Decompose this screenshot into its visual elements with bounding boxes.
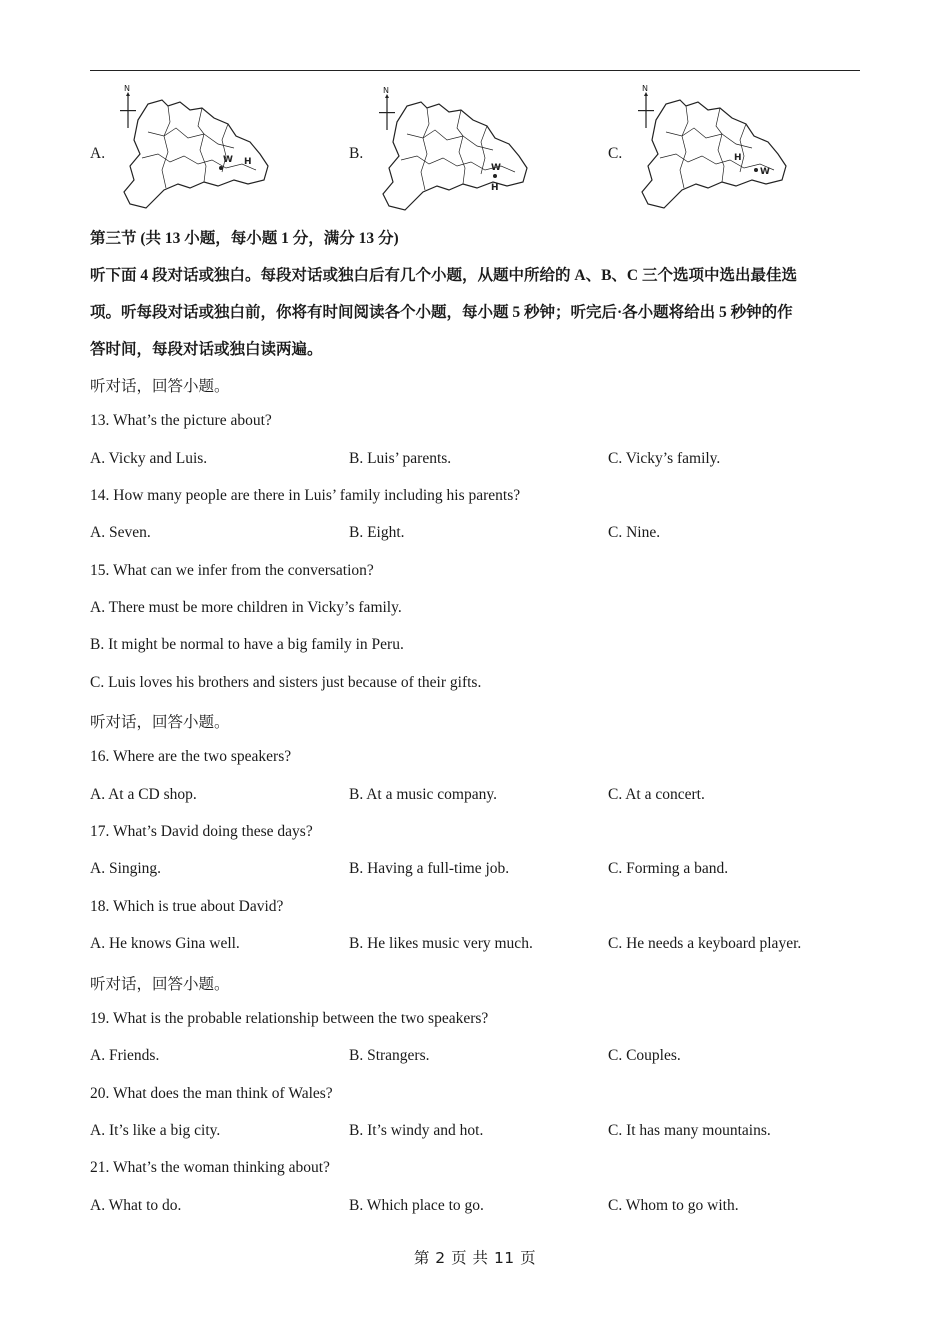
q16-option-c[interactable]: C. At a concert.: [608, 786, 705, 803]
q21-option-c[interactable]: C. Whom to go with.: [608, 1197, 739, 1214]
option-label: B.: [349, 145, 364, 162]
svg-text:H: H: [491, 183, 499, 193]
option-label: C.: [608, 145, 623, 162]
q20-option-a[interactable]: A. It’s like a big city.: [90, 1122, 221, 1139]
q14-option-c[interactable]: C. Nine.: [608, 524, 661, 541]
q17-option-a[interactable]: A. Singing.: [90, 860, 162, 877]
q18-option-b[interactable]: B. He likes music very much.: [349, 935, 533, 952]
q16-option-a[interactable]: A. At a CD shop.: [90, 786, 197, 803]
svg-text:W: W: [223, 155, 233, 165]
question-14: 14. How many people are there in Luis’ family including his parents?: [90, 487, 521, 504]
q21-option-b[interactable]: B. Which place to go.: [349, 1197, 484, 1214]
q13-option-b[interactable]: B. Luis’ parents.: [349, 450, 452, 467]
section-title: 第三节 (共 13 小题，每小题 1 分，满分 13 分): [90, 230, 399, 247]
header-rule: [90, 70, 860, 71]
map-option-b[interactable]: [349, 86, 549, 212]
question-21: 21. What’s the woman thinking about?: [90, 1159, 330, 1176]
page-number-footer: 第 2 页 共 11 页: [413, 1249, 537, 1267]
instructions-line-1: 听下面 4 段对话或独白。每段对话或独白后有几个小题，从题中所给的 A、B、C 三个选项中选出最佳选: [90, 267, 797, 284]
q13-option-c[interactable]: C. Vicky’s family.: [608, 450, 721, 467]
q21-option-a[interactable]: A. What to do.: [90, 1197, 182, 1214]
q16-option-b[interactable]: B. At a music company.: [349, 786, 497, 803]
q13-option-a[interactable]: A. Vicky and Luis.: [90, 450, 208, 467]
q20-option-c[interactable]: C. It has many mountains.: [608, 1122, 771, 1139]
svg-text:N: N: [124, 84, 130, 93]
province-map-image: [118, 84, 278, 212]
q19-option-b[interactable]: B. Strangers.: [349, 1047, 430, 1064]
dialogue-cue: 听对话，回答小题。: [90, 976, 230, 993]
q20-option-b[interactable]: B. It’s windy and hot.: [349, 1122, 484, 1139]
instructions-line-2: 项。听每段对话或独白前，你将有时间阅读各个小题，每小题 5 秒钟；听完后·各小题将给出 5 秒钟的作: [90, 304, 793, 321]
q14-option-b[interactable]: B. Eight.: [349, 524, 405, 541]
map-option-a[interactable]: [90, 84, 290, 212]
dialogue-cue: 听对话，回答小题。: [90, 378, 230, 395]
dialogue-cue: 听对话，回答小题。: [90, 714, 230, 731]
q15-option-a[interactable]: A. There must be more children in Vicky’s family.: [90, 599, 402, 616]
map-option-c[interactable]: [608, 84, 808, 212]
svg-text:H: H: [244, 157, 252, 167]
question-19: 19. What is the probable relationship between the two speakers?: [90, 1010, 489, 1027]
province-map-image: [636, 84, 796, 212]
question-20: 20. What does the man think of Wales?: [90, 1085, 333, 1102]
option-label: A.: [90, 145, 106, 162]
question-13: 13. What’s the picture about?: [90, 412, 272, 429]
q14-option-a[interactable]: A. Seven.: [90, 524, 151, 541]
svg-text:N: N: [383, 86, 389, 95]
question-17: 17. What’s David doing these days?: [90, 823, 313, 840]
q17-option-b[interactable]: B. Having a full-time job.: [349, 860, 510, 877]
question-18: 18. Which is true about David?: [90, 898, 284, 915]
question-16: 16. Where are the two speakers?: [90, 748, 292, 765]
svg-text:W: W: [491, 163, 501, 173]
q19-option-c[interactable]: C. Couples.: [608, 1047, 681, 1064]
question-15: 15. What can we infer from the conversation?: [90, 562, 374, 579]
q18-option-a[interactable]: A. He knows Gina well.: [90, 935, 240, 952]
province-map-image: [377, 86, 537, 212]
svg-text:N: N: [642, 84, 648, 93]
q18-option-c[interactable]: C. He needs a keyboard player.: [608, 935, 802, 952]
q15-option-b[interactable]: B. It might be normal to have a big family in Peru.: [90, 636, 404, 653]
instructions-line-3: 答时间，每段对话或独白读两遍。: [90, 341, 323, 358]
q15-option-c[interactable]: C. Luis loves his brothers and sisters just because of their gifts.: [90, 674, 482, 691]
q17-option-c[interactable]: C. Forming a band.: [608, 860, 729, 877]
svg-text:H: H: [734, 153, 742, 163]
svg-text:W: W: [760, 167, 770, 177]
q19-option-a[interactable]: A. Friends.: [90, 1047, 160, 1064]
